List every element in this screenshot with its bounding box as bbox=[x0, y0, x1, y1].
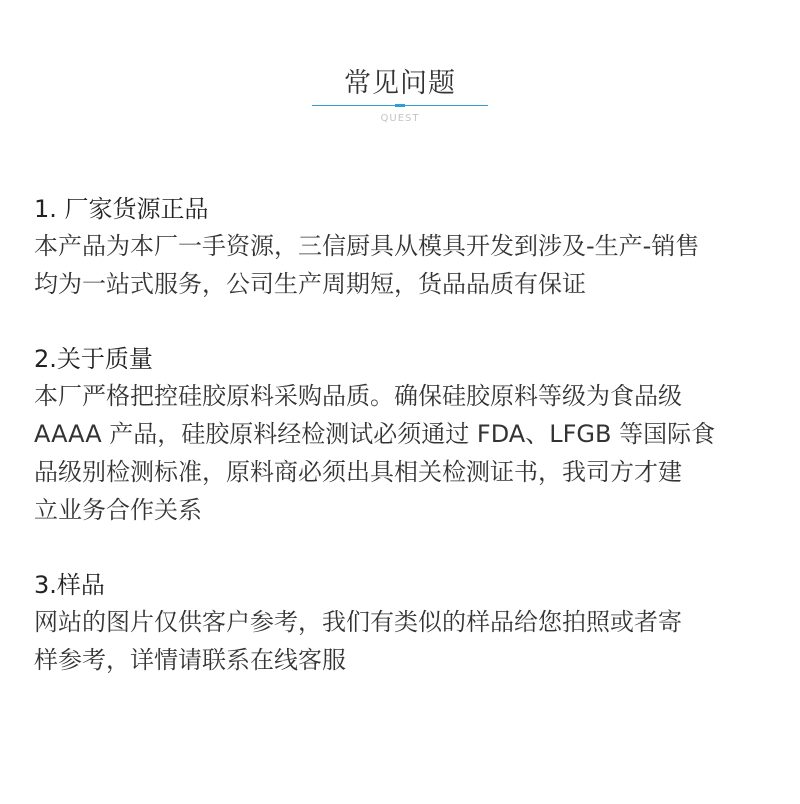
faq-heading: 2.关于质量 bbox=[34, 345, 153, 373]
divider-accent bbox=[395, 104, 405, 107]
faq-answer bbox=[34, 227, 784, 303]
title-divider bbox=[312, 105, 488, 106]
faq-answer-line: 立业务合作关系 bbox=[34, 496, 202, 524]
faq-answer-line: 品级别检测标准，原料商必须出具相关检测证书，我司方才建 bbox=[34, 458, 682, 486]
faq-answer-line: 样参考，详情请联系在线客服 bbox=[34, 646, 346, 674]
faq-heading: 3.样品 bbox=[34, 571, 105, 599]
page-subtitle: QUEST bbox=[380, 113, 420, 124]
faq-answer-line: 本厂严格把控硅胶原料采购品质。确保硅胶原料等级为食品级 bbox=[34, 382, 682, 410]
page-header bbox=[0, 66, 800, 125]
page-title: 常见问题 bbox=[344, 68, 456, 99]
faq-item-genuine bbox=[34, 191, 784, 303]
faq-item-quality bbox=[34, 341, 784, 529]
faq-answer-line: AAAA 产品，硅胶原料经检测试必须通过 FDA、LFGB 等国际食 bbox=[34, 420, 716, 448]
faq-heading: 1. 厂家货源正品 bbox=[34, 195, 209, 223]
faq-answer-line: 网站的图片仅供客户参考，我们有类似的样品给您拍照或者寄 bbox=[34, 608, 682, 636]
faq-list bbox=[34, 191, 784, 717]
faq-answer-line: 均为一站式服务，公司生产周期短，货品品质有保证 bbox=[34, 270, 586, 298]
faq-answer-line: 本产品为本厂一手资源，三信厨具从模具开发到涉及-生产-销售 bbox=[34, 232, 700, 260]
faq-item-samples bbox=[34, 567, 784, 679]
faq-answer bbox=[34, 603, 784, 679]
faq-answer bbox=[34, 377, 784, 529]
